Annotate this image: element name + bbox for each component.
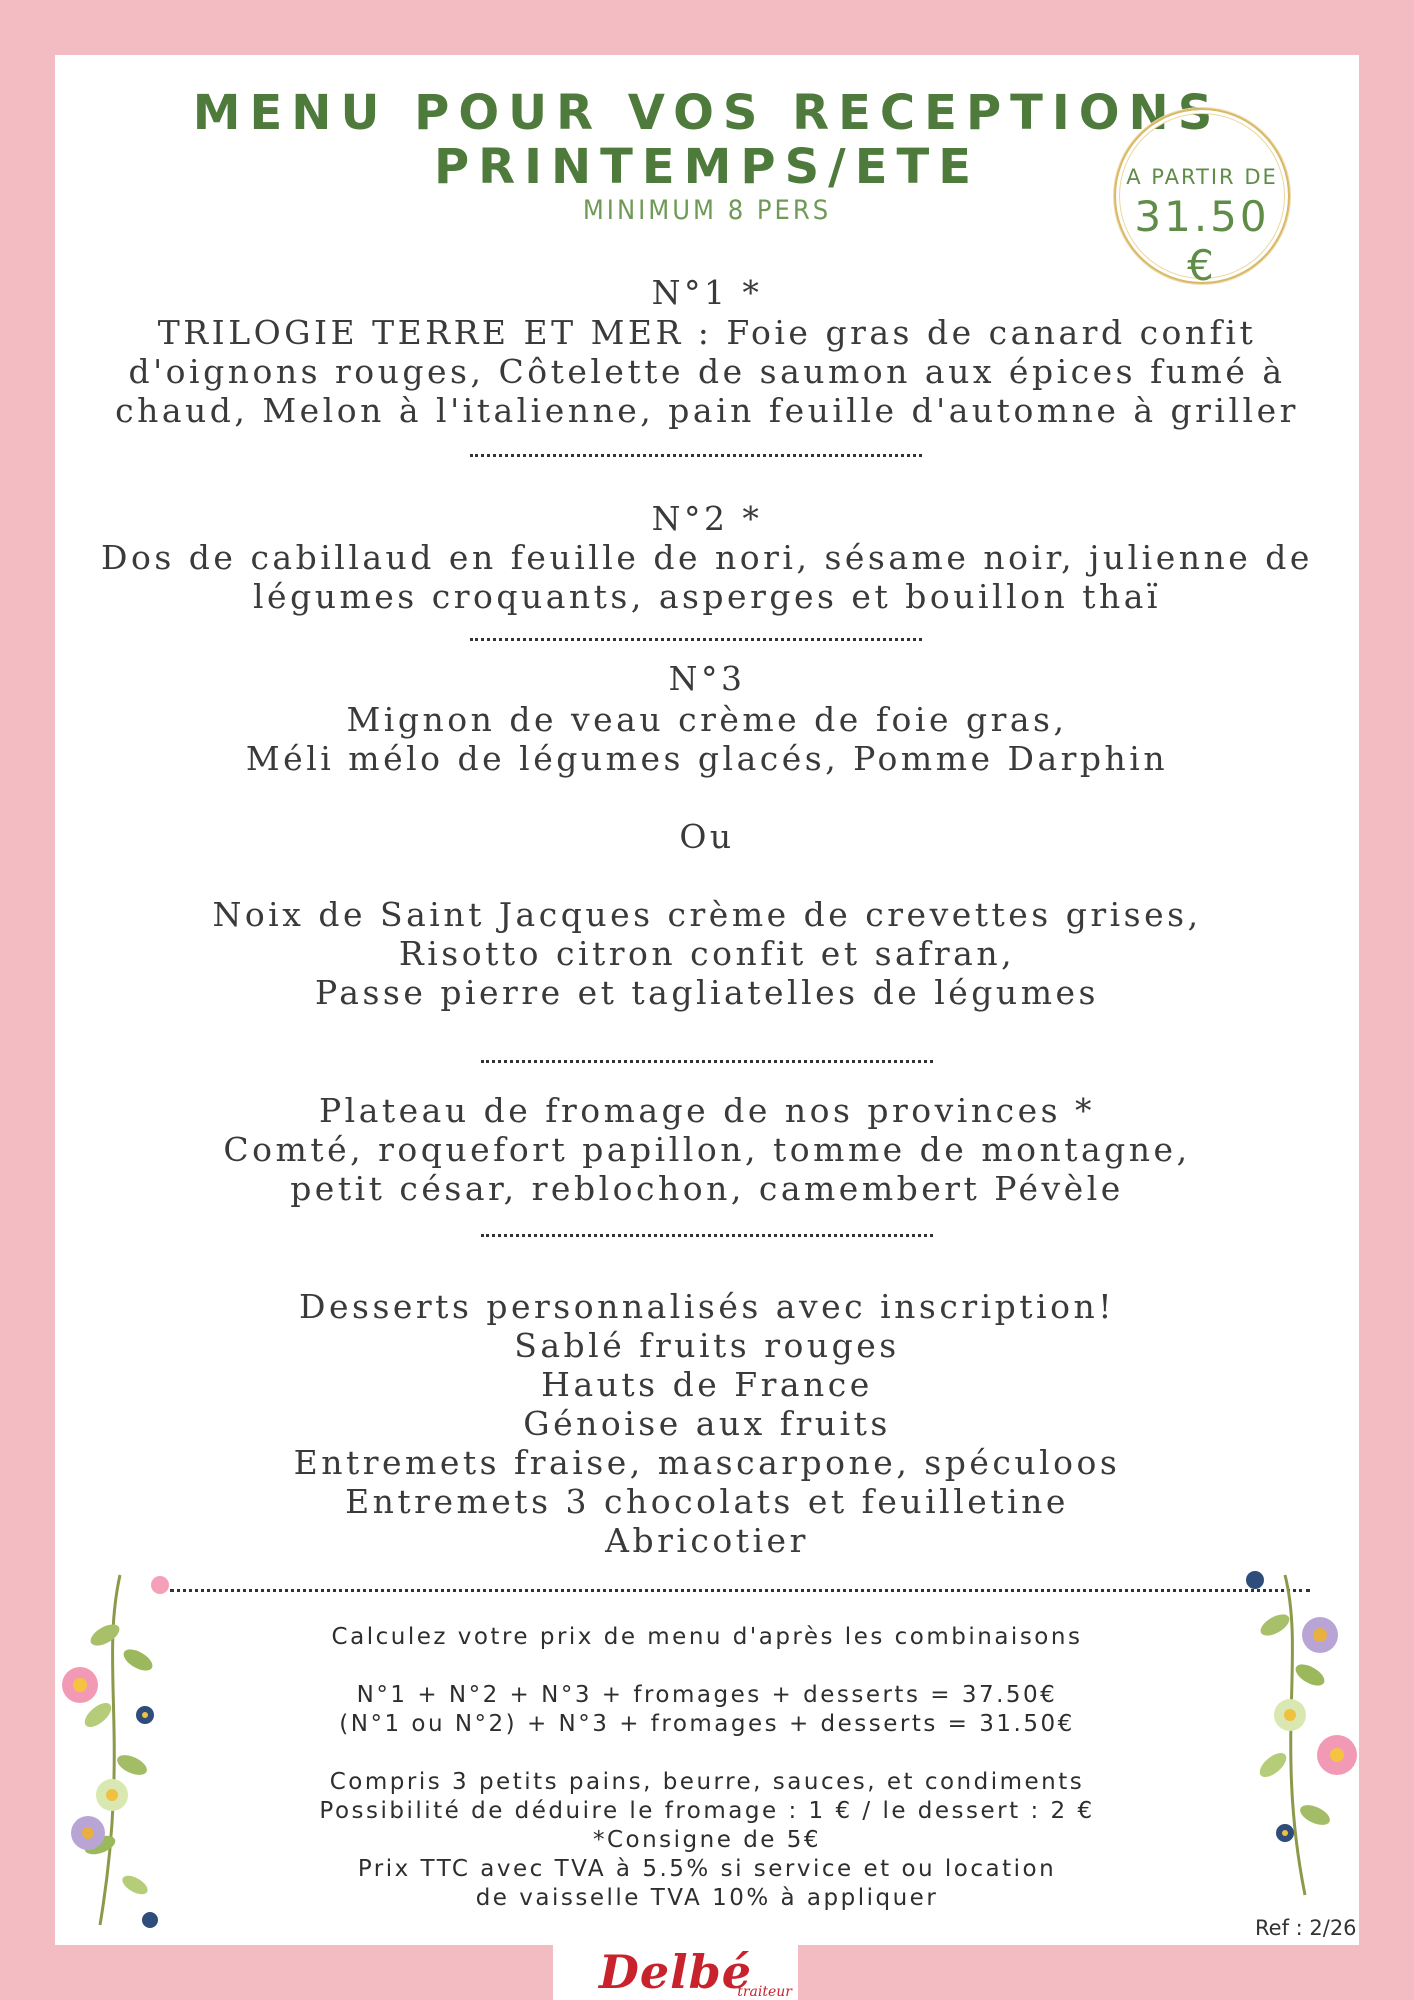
pricing-note: de vaisselle TVA 10% à appliquer	[475, 1885, 939, 1911]
dotted-divider	[481, 1060, 933, 1063]
floral-decoration-left	[60, 1565, 180, 1935]
dessert-item: Entremets fraise, mascarpone, spéculoos	[293, 1443, 1121, 1482]
course-3-or: Ou	[679, 817, 735, 856]
pricing-combo: (N°1 ou N°2) + N°3 + fromages + desserts = 31.50€	[339, 1711, 1075, 1737]
course-3-line: Mignon de veau crème de foie gras,	[346, 700, 1068, 739]
pricing-note: Prix TTC avec TVA à 5.5% si service et ou location	[357, 1856, 1057, 1882]
cheese-line: Comté, roquefort papillon, tomme de montagne,	[223, 1130, 1191, 1169]
cheese-line: petit césar, reblochon, camembert Pévèle	[290, 1169, 1124, 1208]
floral-decoration-right	[1245, 1565, 1359, 1905]
brand-logo-subtext: traiteur	[737, 1984, 792, 2000]
brand-logo	[553, 1945, 798, 2000]
reference-number: Ref : 2/26	[1255, 1916, 1357, 1940]
course-2-line: légumes croquants, asperges et bouillon thaï	[253, 577, 1161, 616]
pricing-combo: N°1 + N°2 + N°3 + fromages + desserts = 37.50€	[356, 1682, 1058, 1708]
course-1-line: TRILOGIE TERRE ET MER : Foie gras de canard confit	[157, 313, 1257, 352]
dessert-item: Hauts de France	[541, 1365, 873, 1404]
course-3-title: N°3	[668, 659, 746, 698]
dessert-item: Entremets 3 chocolats et feuilletine	[345, 1482, 1069, 1521]
course-3-line: Méli mélo de légumes glacés, Pomme Darphin	[245, 739, 1169, 778]
pricing-note: Compris 3 petits pains, beurre, sauces, et condiments	[329, 1769, 1085, 1795]
course-3-alt-line: Noix de Saint Jacques crème de crevettes grises,	[212, 895, 1202, 934]
dessert-item: Génoise aux fruits	[523, 1404, 891, 1443]
price-badge	[1114, 108, 1290, 290]
course-1-line: chaud, Melon à l'italienne, pain feuille d'automne à griller	[115, 391, 1299, 430]
course-2-title: N°2 *	[651, 499, 763, 538]
cheese-title: Plateau de fromage de nos provinces *	[318, 1091, 1096, 1130]
dessert-item: Sablé fruits rouges	[514, 1326, 900, 1365]
menu-title-line2: PRINTEMPS/ETE	[433, 139, 981, 195]
price-badge-label: A PARTIR DE	[1126, 165, 1278, 189]
pricing-intro: Calculez votre prix de menu d'après les combinaisons	[331, 1624, 1083, 1650]
pricing-note: *Consigne de 5€	[592, 1827, 822, 1853]
course-1-title: N°1 *	[651, 273, 763, 312]
dotted-divider	[470, 454, 922, 457]
brand-logo-text: Delbé	[598, 1945, 753, 1999]
pricing-note: Possibilité de déduire le fromage : 1 € / le dessert : 2 €	[319, 1798, 1095, 1824]
minimum-persons: MINIMUM 8 PERS	[582, 195, 832, 226]
dessert-item: Desserts personnalisés avec inscription!	[299, 1287, 1115, 1326]
dessert-item: Abricotier	[605, 1521, 809, 1560]
price-badge-value: 31.50 €	[1134, 192, 1270, 290]
course-3-alt-line: Risotto citron confit et safran,	[398, 934, 1016, 973]
menu-card	[55, 55, 1359, 1945]
course-2-line: Dos de cabillaud en feuille de nori, sésame noir, julienne de	[101, 538, 1313, 577]
course-1-line: d'oignons rouges, Côtelette de saumon aux épices fumé à	[128, 352, 1286, 391]
course-3-alt-line: Passe pierre et tagliatelles de légumes	[315, 973, 1099, 1012]
dotted-divider	[170, 1589, 1310, 1592]
dotted-divider	[481, 1234, 933, 1237]
dotted-divider	[470, 638, 922, 641]
menu-title-line1: MENU POUR VOS RECEPTIONS	[192, 85, 1222, 141]
